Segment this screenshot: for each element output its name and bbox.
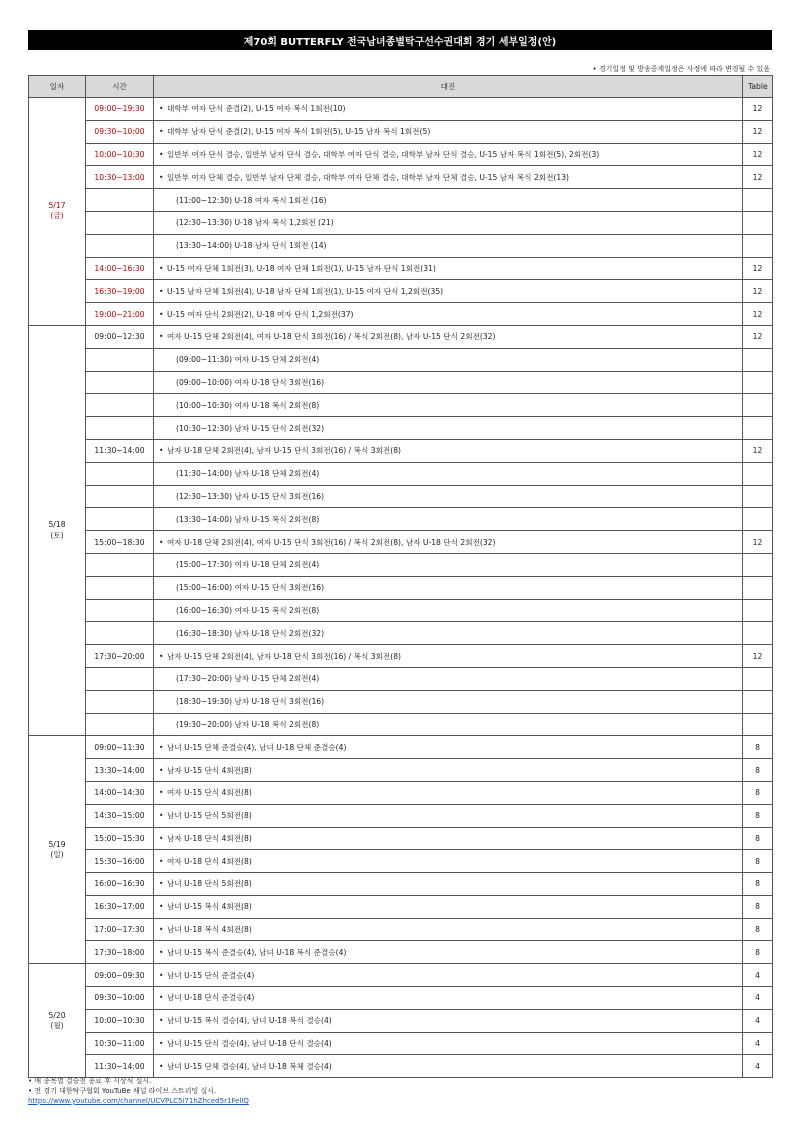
- match-text: 남녀 U-15 단체 결승(4), 남녀 U-18 복체 결승(4): [167, 1061, 332, 1071]
- time-cell: 15:00~15:30: [86, 827, 154, 850]
- match-cell: [154, 485, 743, 508]
- match-text: 남녀 U-15 단식 준결승(4): [167, 970, 255, 980]
- match-text: 여자 U-18 단체 2회전(4), 여자 U-15 단식 3회전(16) / 복식 2회전(8), 남자 U-18 단식 2회전(32): [167, 537, 496, 547]
- weekday-label: (월): [50, 1020, 64, 1030]
- match-text: (15:00~16:00) 여자 U-15 단식 3회전(16): [176, 583, 325, 593]
- time-cell: 14:00~16:30: [86, 257, 154, 280]
- match-cell: [154, 257, 743, 280]
- match-cell: [154, 303, 743, 326]
- time-cell: 16:30~19:00: [86, 280, 154, 303]
- table-count-cell: [743, 622, 773, 645]
- bullet-icon: •: [159, 651, 164, 661]
- match-text: (12:30~13:30) U-18 남자 복식 1,2회전 (21): [176, 218, 334, 228]
- match-cell: [154, 781, 743, 804]
- table-count-cell: [743, 553, 773, 576]
- table-count-cell: 4: [743, 964, 773, 987]
- table-count-cell: 8: [743, 736, 773, 759]
- table-count-cell: 8: [743, 941, 773, 964]
- table-row: [29, 873, 773, 896]
- table-count-cell: 4: [743, 987, 773, 1010]
- match-text: (16:00~16:30) 여자 U-15 복식 2회전(8): [176, 605, 320, 615]
- table-row: [29, 736, 773, 759]
- weekday-label: (금): [50, 211, 64, 221]
- match-text: (15:00~17:30) 여자 U-18 단체 2회전(4): [176, 560, 320, 570]
- match-cell: [154, 736, 743, 759]
- time-cell: 09:00~11:30: [86, 736, 154, 759]
- bullet-icon: •: [159, 127, 164, 137]
- match-cell: [154, 645, 743, 668]
- table-row: [29, 257, 773, 280]
- time-cell: [86, 485, 154, 508]
- table-count-cell: 4: [743, 1032, 773, 1055]
- time-cell: [86, 234, 154, 257]
- table-count-cell: 4: [743, 1009, 773, 1032]
- match-text: 일반부 여자 단식 결승, 일반부 남자 단식 결승, 대학부 여자 단식 결승, 대학부 남자 단식 결승, U-15 남자 복식 1회전(5), 2회전(3): [167, 149, 600, 159]
- table-count-cell: 12: [743, 166, 773, 189]
- match-text: (18:30~19:30) 남자 U-18 단식 3회전(16): [176, 697, 325, 707]
- table-row: [29, 622, 773, 645]
- table-count-cell: 12: [743, 143, 773, 166]
- table-row: [29, 417, 773, 440]
- table-count-cell: [743, 348, 773, 371]
- match-text: 대학부 남자 단식 준결(2), U-15 여자 복식 1회전(5), U-15 남자 복식 1회전(5): [167, 127, 431, 137]
- match-text: 남녀 U-15 단식 결승(4), 남녀 U-18 단식 결승(4): [167, 1039, 332, 1049]
- match-cell: [154, 667, 743, 690]
- time-cell: [86, 211, 154, 234]
- bullet-icon: •: [159, 1039, 164, 1049]
- bullet-icon: •: [159, 970, 164, 980]
- match-text: U-15 남자 단체 1회전(4), U-18 남자 단체 1회전(1), U-15 여자 단식 1,2회전(35): [167, 286, 444, 296]
- match-text: 여자 U-15 단식 4회전(8): [167, 788, 252, 798]
- date-cell: [29, 98, 86, 326]
- match-text: (09:00~11:30) 여자 U-15 단체 2회전(4): [176, 355, 320, 365]
- match-text: (12:30~13:30) 남자 U-15 단식 3회전(16): [176, 491, 325, 501]
- time-cell: 09:00~12:30: [86, 325, 154, 348]
- table-row: [29, 690, 773, 713]
- table-count-cell: [743, 417, 773, 440]
- match-cell: [154, 98, 743, 121]
- match-text: (11:30~14:00) 남자 U-18 단체 2회전(4): [176, 469, 320, 479]
- match-cell: [154, 599, 743, 622]
- time-cell: 09:00~09:30: [86, 964, 154, 987]
- table-count-cell: [743, 234, 773, 257]
- date-label: 5/19: [48, 839, 66, 849]
- bullet-icon: •: [159, 925, 164, 935]
- match-text: (13:30~14:00) U-18 남자 단식 1회전 (14): [176, 241, 327, 251]
- bullet-icon: •: [159, 742, 164, 752]
- match-text: 남녀 U-15 복식 4회전(8): [167, 902, 252, 912]
- time-cell: 16:30~17:00: [86, 895, 154, 918]
- match-cell: [154, 804, 743, 827]
- time-cell: [86, 667, 154, 690]
- bullet-icon: •: [159, 446, 164, 456]
- match-cell: [154, 211, 743, 234]
- table-count-cell: [743, 713, 773, 736]
- match-cell: [154, 1009, 743, 1032]
- table-row: [29, 280, 773, 303]
- match-text: (10:30~12:30) 남자 U-15 단식 2회전(32): [176, 423, 325, 433]
- time-cell: [86, 576, 154, 599]
- match-cell: [154, 622, 743, 645]
- header-date: 일자: [29, 76, 86, 98]
- bullet-icon: •: [159, 833, 164, 843]
- table-row: [29, 987, 773, 1010]
- match-cell: [154, 895, 743, 918]
- match-cell: [154, 234, 743, 257]
- match-cell: [154, 143, 743, 166]
- footer-note-ceremony: • 매 종목별 결승전 종료 후 시상식 실시.: [28, 1077, 152, 1085]
- table-row: [29, 804, 773, 827]
- match-cell: [154, 759, 743, 782]
- match-cell: [154, 690, 743, 713]
- time-cell: 14:00~14:30: [86, 781, 154, 804]
- bullet-icon: •: [159, 947, 164, 957]
- time-cell: [86, 417, 154, 440]
- table-row: [29, 759, 773, 782]
- match-cell: [154, 918, 743, 941]
- time-cell: 15:00~18:30: [86, 531, 154, 554]
- table-count-cell: [743, 371, 773, 394]
- bullet-icon: •: [159, 537, 164, 547]
- header-table: Table: [743, 76, 773, 98]
- table-count-cell: 8: [743, 895, 773, 918]
- time-cell: 10:30~11:00: [86, 1032, 154, 1055]
- time-cell: 11:30~14:00: [86, 439, 154, 462]
- match-text: 남녀 U-18 단식 준결승(4): [167, 993, 255, 1003]
- match-cell: [154, 394, 743, 417]
- header-time: 시간: [86, 76, 154, 98]
- bullet-icon: •: [159, 1016, 164, 1026]
- table-count-cell: 8: [743, 759, 773, 782]
- table-row: [29, 394, 773, 417]
- match-text: U-15 여자 단식 2회전(2), U-18 여자 단식 1,2회전(37): [167, 309, 354, 319]
- time-cell: [86, 371, 154, 394]
- table-row: [29, 599, 773, 622]
- bullet-icon: •: [159, 765, 164, 775]
- bullet-icon: •: [159, 286, 164, 296]
- date-cell: [29, 964, 86, 1078]
- date-label: 5/17: [48, 201, 66, 211]
- date-label: 5/18: [48, 520, 66, 530]
- table-count-cell: 8: [743, 781, 773, 804]
- schedule-change-notice: • 경기일정 및 방송중계일정은 사정에 따라 변경될 수 있음: [592, 65, 770, 73]
- match-text: (09:00~10:00) 여자 U-18 단식 3회전(16): [176, 377, 325, 387]
- match-text: 일반부 여자 단체 결승, 일반부 남자 단체 결승, 대학부 여자 단체 결승, 대학부 남자 단체 결승, U-15 남자 복식 2회전(13): [167, 172, 569, 182]
- match-text: 남녀 U-18 복식 4회전(8): [167, 925, 252, 935]
- date-cell: [29, 736, 86, 964]
- time-cell: 10:00~10:30: [86, 1009, 154, 1032]
- match-cell: [154, 508, 743, 531]
- bullet-icon: •: [159, 811, 164, 821]
- table-count-cell: 12: [743, 98, 773, 121]
- table-row: [29, 850, 773, 873]
- match-cell: [154, 348, 743, 371]
- match-text: 남녀 U-15 복식 준결승(4), 남녀 U-18 복식 준결승(4): [167, 947, 347, 957]
- table-count-cell: 12: [743, 439, 773, 462]
- table-count-cell: [743, 189, 773, 212]
- date-label: 5/20: [48, 1010, 66, 1020]
- match-text: (17:30~20:00) 남자 U-15 단체 2회전(4): [176, 674, 320, 684]
- match-cell: [154, 850, 743, 873]
- table-count-cell: 12: [743, 303, 773, 326]
- match-text: 남녀 U-15 복식 결승(4), 남녀 U-18 복식 결승(4): [167, 1016, 332, 1026]
- table-row: [29, 348, 773, 371]
- bullet-icon: •: [159, 879, 164, 889]
- time-cell: 09:30~10:00: [86, 987, 154, 1010]
- bullet-icon: •: [159, 993, 164, 1003]
- bullet-icon: •: [159, 902, 164, 912]
- match-text: 남녀 U-15 단식 5회전(8): [167, 811, 252, 821]
- bullet-icon: •: [159, 309, 164, 319]
- match-text: 남자 U-15 단체 2회전(4), 남자 U-18 단식 3회전(16) / 복식 3회전(8): [167, 651, 401, 661]
- match-cell: [154, 531, 743, 554]
- table-row: [29, 120, 773, 143]
- table-row: [29, 713, 773, 736]
- time-cell: 13:30~14:00: [86, 759, 154, 782]
- table-row: [29, 941, 773, 964]
- match-cell: [154, 553, 743, 576]
- table-row: [29, 895, 773, 918]
- match-cell: [154, 371, 743, 394]
- match-text: (13:30~14:00) 남자 U-15 복식 2회전(8): [176, 514, 320, 524]
- table-count-cell: 8: [743, 918, 773, 941]
- match-cell: [154, 439, 743, 462]
- time-cell: [86, 553, 154, 576]
- time-cell: 19:00~21:00: [86, 303, 154, 326]
- time-cell: [86, 462, 154, 485]
- match-cell: [154, 713, 743, 736]
- table-row: [29, 553, 773, 576]
- table-count-cell: [743, 485, 773, 508]
- table-count-cell: 12: [743, 531, 773, 554]
- time-cell: [86, 622, 154, 645]
- table-count-cell: 8: [743, 873, 773, 896]
- time-cell: 11:30~14:00: [86, 1055, 154, 1078]
- time-cell: [86, 189, 154, 212]
- table-row: [29, 166, 773, 189]
- table-count-cell: 12: [743, 645, 773, 668]
- footer-note-streaming: • 전 경기 대한탁구협회 YouTuBe 채널 라이브 스트리밍 실시.: [28, 1086, 217, 1095]
- match-cell: [154, 987, 743, 1010]
- match-cell: [154, 462, 743, 485]
- table-row: [29, 576, 773, 599]
- match-text: 남녀 U-18 단식 5회전(8): [167, 879, 252, 889]
- match-text: 남자 U-15 단식 4회전(8): [167, 765, 252, 775]
- time-cell: 09:30~10:00: [86, 120, 154, 143]
- bullet-icon: •: [159, 332, 164, 342]
- match-text: 남자 U-18 단체 2회전(4), 남자 U-15 단식 3회전(16) / 복식 3회전(8): [167, 446, 401, 456]
- table-row: [29, 234, 773, 257]
- table-count-cell: 8: [743, 850, 773, 873]
- match-cell: [154, 941, 743, 964]
- table-header-row: [29, 76, 773, 98]
- match-text: 남녀 U-15 단체 준결승(4), 남녀 U-18 단체 준결승(4): [167, 742, 347, 752]
- table-row: [29, 143, 773, 166]
- table-row: [29, 189, 773, 212]
- table-row: [29, 918, 773, 941]
- time-cell: [86, 690, 154, 713]
- bullet-icon: •: [159, 149, 164, 159]
- table-count-cell: 12: [743, 325, 773, 348]
- table-row: [29, 371, 773, 394]
- weekday-label: (토): [50, 530, 64, 540]
- match-cell: [154, 827, 743, 850]
- match-text: (19:30~20:00) 남자 U-18 복식 2회전(8): [176, 719, 320, 729]
- time-cell: [86, 394, 154, 417]
- match-text: (11:00~12:30) U-18 여자 복식 1회전 (16): [176, 195, 327, 205]
- bullet-icon: •: [159, 104, 164, 114]
- weekday-label: (일): [50, 849, 64, 859]
- header-match: 대진: [154, 76, 743, 98]
- table-row: [29, 827, 773, 850]
- match-text: 여자 U-15 단체 2회전(4), 여자 U-18 단식 3회전(16) / 복식 2회전(8), 남자 U-15 단식 2회전(32): [167, 332, 496, 342]
- table-row: [29, 303, 773, 326]
- table-count-cell: 12: [743, 120, 773, 143]
- schedule-table: [28, 75, 773, 1078]
- table-count-cell: 12: [743, 280, 773, 303]
- bullet-icon: •: [159, 856, 164, 866]
- match-text: 여자 U-18 단식 4회전(8): [167, 856, 252, 866]
- time-cell: 10:30~13:00: [86, 166, 154, 189]
- schedule-body: [29, 98, 773, 1078]
- match-cell: [154, 280, 743, 303]
- table-row: [29, 1055, 773, 1078]
- match-text: 대학부 여자 단식 준결(2), U-15 여자 복식 1회전(10): [167, 104, 346, 114]
- table-row: [29, 1032, 773, 1055]
- match-cell: [154, 325, 743, 348]
- table-count-cell: [743, 211, 773, 234]
- time-cell: 14:30~15:00: [86, 804, 154, 827]
- match-cell: [154, 189, 743, 212]
- table-row: [29, 485, 773, 508]
- table-row: [29, 462, 773, 485]
- bullet-icon: •: [159, 1061, 164, 1071]
- match-cell: [154, 166, 743, 189]
- match-cell: [154, 417, 743, 440]
- match-text: (16:30~18:30) 남자 U-18 단식 2회전(32): [176, 628, 325, 638]
- table-count-cell: [743, 690, 773, 713]
- time-cell: 16:00~16:30: [86, 873, 154, 896]
- table-row: [29, 1009, 773, 1032]
- table-count-cell: [743, 462, 773, 485]
- match-cell: [154, 964, 743, 987]
- table-count-cell: [743, 576, 773, 599]
- table-count-cell: 4: [743, 1055, 773, 1078]
- table-row: [29, 781, 773, 804]
- match-text: (10:00~10:30) 여자 U-18 복식 2회전(8): [176, 400, 320, 410]
- bullet-icon: •: [159, 788, 164, 798]
- time-cell: 17:30~20:00: [86, 645, 154, 668]
- time-cell: 09:00~19:30: [86, 98, 154, 121]
- table-count-cell: 12: [743, 257, 773, 280]
- time-cell: [86, 599, 154, 622]
- time-cell: 10:00~10:30: [86, 143, 154, 166]
- time-cell: 17:00~17:30: [86, 918, 154, 941]
- table-row: [29, 325, 773, 348]
- footer-notes: [28, 1077, 249, 1106]
- match-text: 남자 U-18 단식 4회전(8): [167, 833, 252, 843]
- table-row: [29, 98, 773, 121]
- table-row: [29, 211, 773, 234]
- table-row: [29, 508, 773, 531]
- time-cell: [86, 508, 154, 531]
- table-row: [29, 531, 773, 554]
- time-cell: 15:30~16:00: [86, 850, 154, 873]
- table-count-cell: 8: [743, 827, 773, 850]
- table-row: [29, 439, 773, 462]
- time-cell: [86, 713, 154, 736]
- match-text: U-15 여자 단체 1회전(3), U-18 여자 단체 1회전(1), U-15 남자 단식 1회전(31): [167, 263, 436, 273]
- table-count-cell: 8: [743, 804, 773, 827]
- table-count-cell: [743, 599, 773, 622]
- match-cell: [154, 120, 743, 143]
- table-row: [29, 667, 773, 690]
- table-count-cell: [743, 667, 773, 690]
- bullet-icon: •: [159, 263, 164, 273]
- match-cell: [154, 576, 743, 599]
- table-count-cell: [743, 394, 773, 417]
- date-cell: [29, 325, 86, 735]
- match-cell: [154, 1055, 743, 1078]
- table-row: [29, 964, 773, 987]
- table-count-cell: [743, 508, 773, 531]
- table-row: [29, 645, 773, 668]
- match-cell: [154, 873, 743, 896]
- bullet-icon: •: [159, 172, 164, 182]
- match-cell: [154, 1032, 743, 1055]
- youtube-channel-link[interactable]: https://www.youtube.com/channel/UCVPLC5i71hZhced5r1FelIQ: [28, 1096, 249, 1105]
- time-cell: 17:30~18:00: [86, 941, 154, 964]
- time-cell: [86, 348, 154, 371]
- document-title: 제70회 BUTTERFLY 전국남녀종별탁구선수권대회 경기 세부일정(안): [28, 30, 772, 50]
